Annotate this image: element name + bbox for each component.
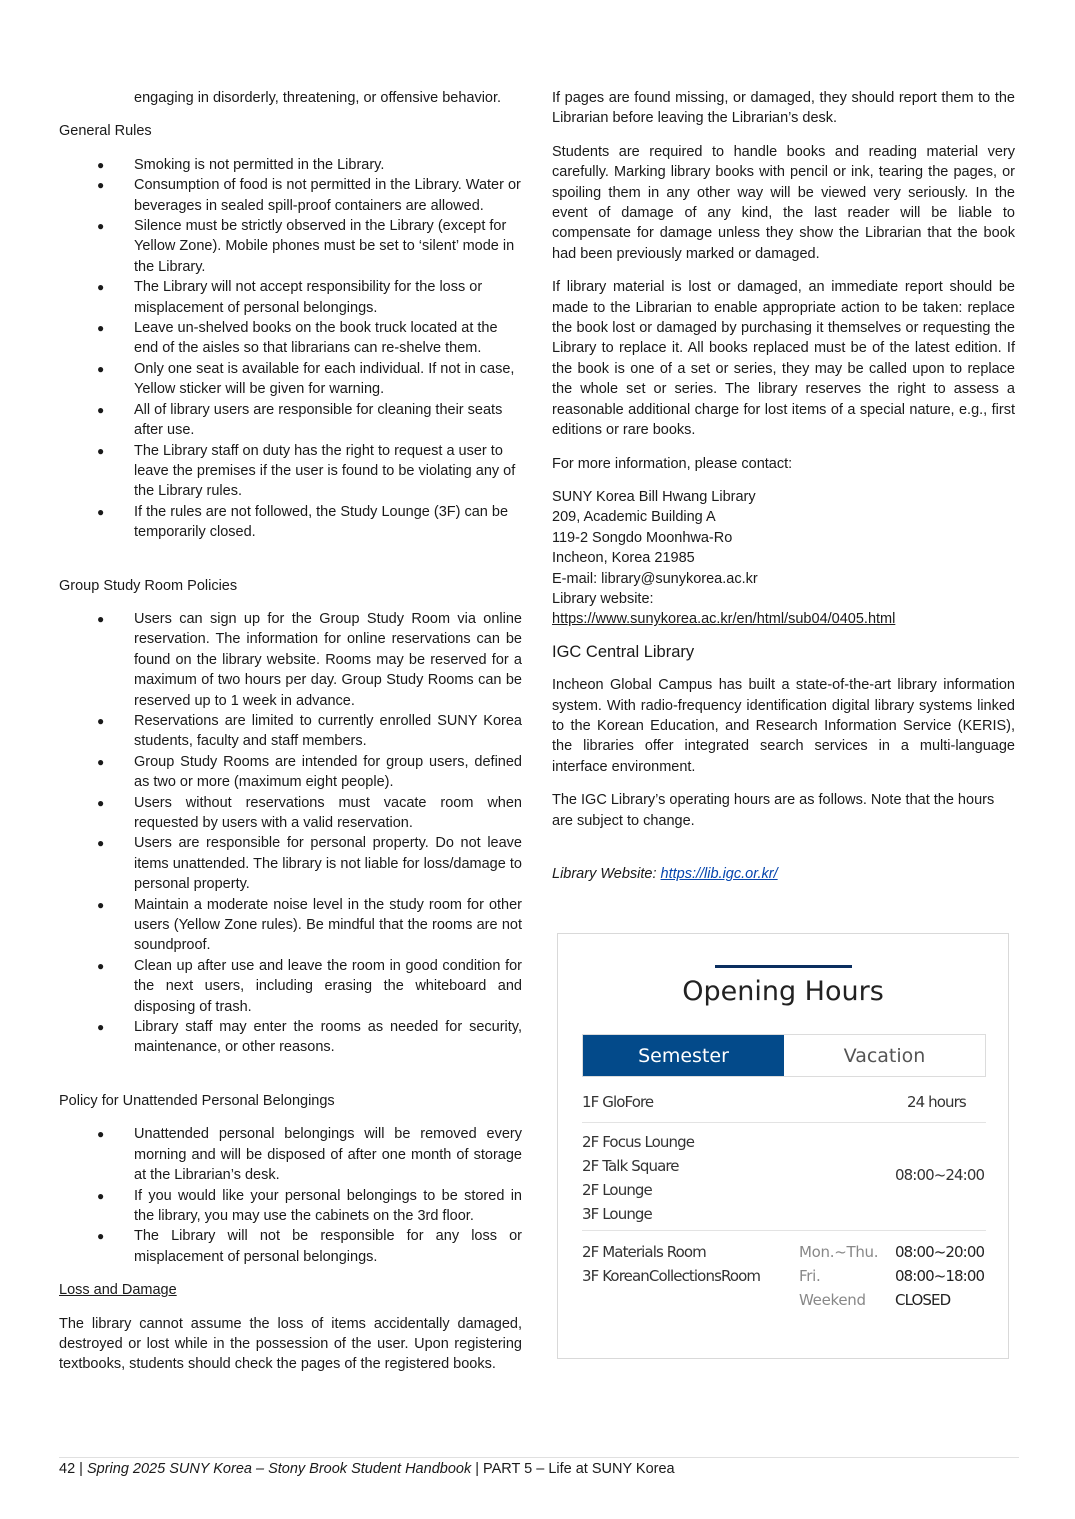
unattended-list <box>59 1124 522 1267</box>
bullet-icon: ● <box>97 280 105 295</box>
page-number: 42 <box>59 1461 76 1477</box>
bullet-icon: ● <box>97 504 105 519</box>
page-footer <box>59 1461 675 1477</box>
bullet-icon: ● <box>97 321 105 336</box>
hours-row <box>582 1093 986 1123</box>
hours-row <box>582 1130 986 1231</box>
bullet-icon: ● <box>97 1127 105 1142</box>
library-website-link[interactable]: https://www.sunykorea.ac.kr/en/html/sub04/0405.html <box>552 611 896 628</box>
bullet-icon: ● <box>97 178 105 193</box>
footer-separator: | <box>471 1461 484 1477</box>
bullet-icon: ● <box>97 897 105 912</box>
hours-tabs <box>582 1034 986 1077</box>
left-column <box>59 88 522 1388</box>
room-list <box>582 1240 760 1288</box>
list-item: ● Smoking is not permitted in the Library. <box>59 155 522 175</box>
hours-row <box>582 1240 986 1320</box>
group-study-list <box>59 609 522 1058</box>
room-name: 3F KoreanCollectionsRoom <box>582 1267 761 1285</box>
room-hours: 08:00~24:00 <box>895 1166 985 1184</box>
opening-hours-title: Opening Hours <box>682 976 884 1007</box>
list-item: ● All of library users are responsible for cleaning their seats after use. <box>97 401 503 439</box>
list-item: ● The Library staff on duty has the right to request a user to leave the premises if the user is found to be violating any of the Library rules. <box>97 442 516 500</box>
list-item: ● Library staff may enter the rooms as needed for security, maintenance, or other reasons. <box>97 1019 522 1056</box>
schedule-days <box>799 1240 878 1312</box>
unattended-heading: Policy for Unattended Personal Belongings <box>59 1092 335 1109</box>
bullet-icon: ● <box>97 795 105 810</box>
contact-city: Incheon, Korea 21985 <box>552 550 695 567</box>
list-item: ● The Library will not be responsible for any loss or misplacement of personal belongings. <box>97 1228 522 1265</box>
schedule-times <box>895 1240 984 1312</box>
list-item: ● Maintain a moderate noise level in the study room for other users (Yellow Zone rules). Be mindful that the rooms are not soundproof. <box>97 896 522 954</box>
title-accent-bar <box>715 965 852 968</box>
bullet-icon: ● <box>97 958 105 973</box>
schedule-day: Fri. <box>799 1267 821 1285</box>
bullet-icon: ● <box>97 1188 105 1203</box>
list-item: ● Silence must be strictly observed in the Library (except for Yellow Zone). Mobile phones must be set to ‘silent’ mode in the Library. <box>97 218 515 275</box>
list-item: ● Consumption of food is not permitted in the Library. Water or beverages in sealed spill-proof containers are allowed. <box>97 177 521 214</box>
paragraph-contact-intro: For more information, please contact: <box>552 455 793 472</box>
bullet-icon: ● <box>97 219 105 234</box>
section-title: PART 5 – Life at SUNY Korea <box>483 1461 675 1477</box>
list-item: ● If you would like your personal belongings to be stored in the library, you may use the cabinets on the 3rd floor. <box>97 1187 522 1224</box>
loss-damage-heading: Loss and Damage <box>59 1282 177 1299</box>
room-name: 1F GloFore <box>582 1093 654 1111</box>
contact-room: 209, Academic Building A <box>552 509 716 526</box>
list-item: ● If the rules are not followed, the Study Lounge (3F) can be temporarily closed. <box>97 503 509 541</box>
room-name: 3F Lounge <box>582 1205 652 1223</box>
bullet-icon: ● <box>97 754 105 769</box>
bullet-icon: ● <box>97 402 105 417</box>
paragraph-missing-pages: If pages are found missing, or damaged, they should report them to the Librarian before leaving the Librarian’s desk. <box>552 90 1015 127</box>
intro-continuation: engaging in disorderly, threatening, or offensive behavior. <box>134 90 502 106</box>
bullet-icon: ● <box>97 713 105 728</box>
list-item: ● Only one seat is available for each individual. If not in case, Yellow sticker will be given for warning. <box>97 360 515 398</box>
list-item: ● Users are responsible for personal property. Do not leave items unattended. The library is not liable for loss/damage to personal property. <box>97 835 522 893</box>
room-name: 2F Talk Square <box>582 1157 679 1175</box>
list-item: ● Group Study Rooms are intended for group users, defined as two or more (maximum eight people). <box>97 753 522 791</box>
opening-hours-card <box>557 933 1009 1359</box>
room-name: 2F Lounge <box>582 1181 652 1199</box>
contact-email: E-mail: library@sunykorea.ac.kr <box>552 570 758 587</box>
contact-street: 119-2 Songdo Moonhwa-Ro <box>552 529 733 546</box>
footer-separator: | <box>75 1461 87 1477</box>
bullet-icon: ● <box>97 443 105 458</box>
schedule-hours: 08:00~18:00 <box>895 1267 985 1285</box>
igc-paragraph: Incheon Global Campus has built a state-of-the-art library information system. With radio-frequency identification digital library systems linked to the Korean Education, and Research Information Service (KERIS), the libraries offer integrated search services in a multi-language interface environment. <box>552 677 1015 775</box>
bullet-icon: ● <box>97 1020 105 1035</box>
list-item: ● Leave un-shelved books on the book truck located at the end of the aisles so that librarians can re-shelve them. <box>97 320 498 357</box>
list-item: ● The Library will not accept responsibility for the loss or misplacement of personal belongings. <box>97 279 483 316</box>
bullet-icon: ● <box>97 361 105 376</box>
schedule-day: Weekend <box>799 1291 866 1309</box>
contact-website-label: Library website: <box>552 590 654 607</box>
contact-address <box>552 487 1015 630</box>
paragraph-handling: Students are required to handle books and reading material very carefully. Marking library books with pencil or ink, tearing the pages, or spoiling them in any other way will be viewed very seriously. In the event of damage of any kind, the last reader will be liable to compensate for damage unless they show the Librarian that the book had been previously marked or damaged. <box>552 143 1015 262</box>
room-hours: 24 hours <box>907 1093 966 1111</box>
igc-website-link[interactable]: https://lib.igc.or.kr/ <box>660 866 778 882</box>
igc-heading: IGC Central Library <box>552 642 695 661</box>
igc-website-label: Library Website: <box>552 866 661 882</box>
igc-hours-note: The IGC Library’s operating hours are as follows. Note that the hours are subject to change. <box>552 792 995 829</box>
tab-semester[interactable]: Semester <box>583 1035 784 1076</box>
list-item: ● Reservations are limited to currently enrolled SUNY Korea students, faculty and staff members. <box>97 712 522 750</box>
schedule-hours: 08:00~20:00 <box>895 1243 985 1261</box>
schedule-hours: CLOSED <box>895 1291 951 1309</box>
bullet-icon: ● <box>97 157 105 172</box>
general-rules-heading: General Rules <box>59 123 152 140</box>
room-name: 2F Materials Room <box>582 1243 706 1261</box>
tab-vacation[interactable]: Vacation <box>784 1035 985 1076</box>
footer-divider <box>59 1457 1019 1458</box>
bullet-icon: ● <box>97 836 105 851</box>
igc-website-line <box>552 864 1015 884</box>
schedule-day: Mon.~Thu. <box>799 1243 879 1261</box>
general-rules-list <box>59 155 522 543</box>
list-item: ● Clean up after use and leave the room in good condition for the next users, including erasing the whiteboard and disposing of trash. <box>97 957 522 1015</box>
bullet-icon: ● <box>97 1229 105 1244</box>
bullet-icon: ● <box>97 611 105 626</box>
right-column <box>552 88 1015 897</box>
contact-name: SUNY Korea Bill Hwang Library <box>552 488 756 505</box>
room-name: 2F Focus Lounge <box>582 1133 695 1151</box>
list-item: ● Users without reservations must vacate room when requested by users with a valid reservation. <box>97 794 522 831</box>
group-study-heading: Group Study Room Policies <box>59 577 238 594</box>
paragraph-lost-material: If library material is lost or damaged, an immediate report should be made to the Librarian to enable appropriate action to be taken: replace the book lost or damaged by purchasing it themselves or requesting the Library to replace it. All books replaced must be of the latest edition. If the book is one of a set or series, they may be called upon to replace the whole set or series. The library reserves the right to assess a reasonable additional charge for lost items of a special nature, e.g., first editions or rare books. <box>552 279 1015 439</box>
handbook-title: Spring 2025 SUNY Korea – Stony Brook Student Handbook <box>86 1461 472 1477</box>
list-item: ● Users can sign up for the Group Study Room via online reservation. The information for online reservations can be found on the library website. Rooms may be reserved for a maximum of two hours per day. Group Study Rooms can be reserved up to 1 week in advance. <box>97 610 522 709</box>
list-item: ● Unattended personal belongings will be removed every morning and will be disposed of after one month of storage at the Librarian’s desk. <box>97 1126 522 1184</box>
loss-damage-paragraph: The library cannot assume the loss of items accidentally damaged, destroyed or lost while in the possession of the user. Upon registering textbooks, students should check the pages of the registered books. <box>59 1315 522 1373</box>
